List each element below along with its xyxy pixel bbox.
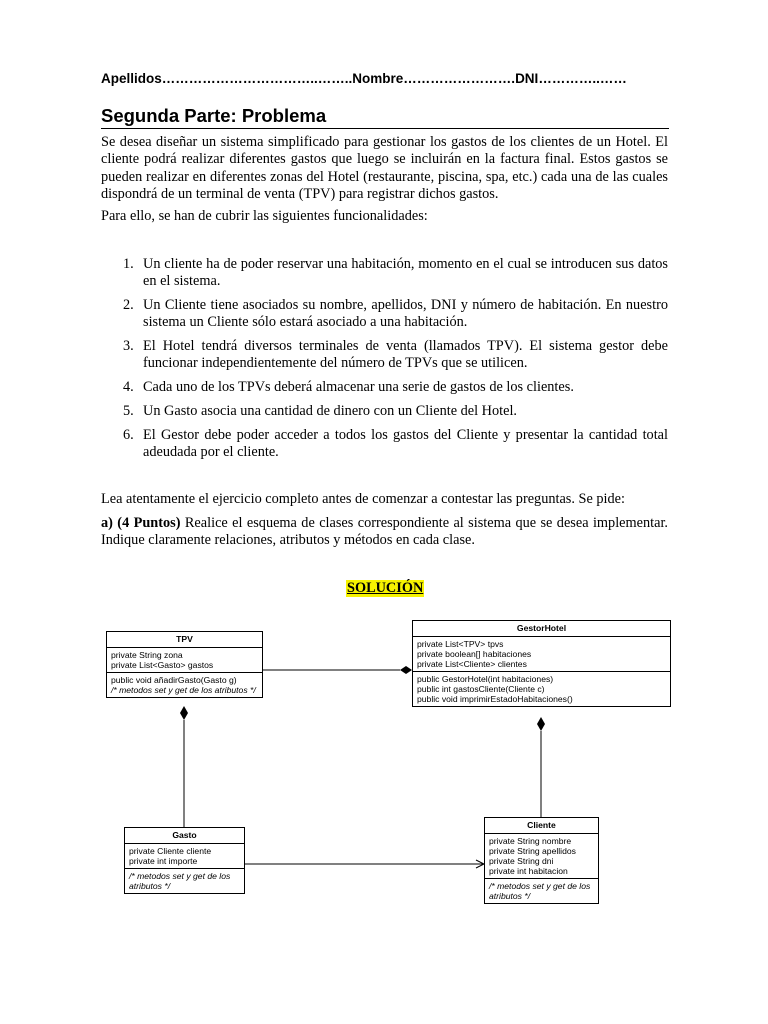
attribute: private List<Cliente> clientes	[417, 659, 527, 669]
attribute: private List<Gasto> gastos	[111, 660, 214, 670]
item-text: Cada uno de los TPVs deberá almacenar una serie de gastos de los clientes.	[143, 379, 574, 395]
method: public void imprimirEstadoHabitaciones()	[417, 694, 573, 704]
question-label: a) (4 Puntos)	[101, 515, 181, 531]
class-methods	[485, 879, 598, 903]
tpv-composition-diamond	[180, 706, 188, 720]
requirements-lead: Para ello, se han de cubrir las siguientes funcionalidades:	[101, 208, 428, 224]
attribute: private String nombre	[489, 836, 572, 846]
attribute: private Cliente cliente	[129, 846, 212, 856]
item-number: 4.	[123, 379, 134, 395]
method-comment: /* metodos set y get de los atributos */	[489, 881, 591, 901]
item-text: Un Cliente tiene asociados su nombre, apellidos, DNI y número de habitación. En nuestro sistema un Cliente sólo estará asociado a una habitación.	[143, 297, 668, 330]
class-name: GestorHotel	[413, 621, 670, 637]
method: public int gastosCliente(Cliente c)	[417, 684, 545, 694]
attribute: private List<TPV> tpvs	[417, 639, 504, 649]
item-number: 3.	[123, 338, 134, 354]
gestor-cliente-diamond	[537, 717, 545, 731]
name-blank: …………………….	[403, 71, 516, 86]
class-tpv	[106, 631, 263, 698]
surname-blank: ……………………………..……..	[161, 71, 353, 86]
class-gestor-hotel	[412, 620, 671, 707]
instruction-paragraph: Lea atentamente el ejercicio completo antes de comenzar a contestar las preguntas. Se pide:	[101, 491, 625, 507]
method-comment: /* metodos set y get de los atributos */	[111, 685, 256, 695]
method-comment: /* metodos set y get de los atributos */	[129, 871, 231, 891]
class-attributes	[485, 834, 598, 879]
class-methods	[125, 869, 244, 893]
item-number: 2.	[123, 297, 134, 313]
item-number: 5.	[123, 403, 134, 419]
item-text: El Hotel tendrá diversos terminales de venta (llamados TPV). El sistema gestor debe funcionar independientemente del número de TPVs que se utilicen.	[143, 338, 668, 371]
item-text: El Gestor debe poder acceder a todos los gastos del Cliente y presentar la cantidad total adeudada por el cliente.	[143, 427, 668, 460]
section-title: Segunda Parte: Problema	[101, 105, 327, 126]
class-methods	[107, 673, 262, 697]
class-attributes	[107, 648, 262, 673]
dni-label: DNI	[515, 71, 539, 86]
class-methods	[413, 672, 670, 706]
attribute: private String zona	[111, 650, 183, 660]
class-attributes	[413, 637, 670, 672]
class-attributes	[125, 844, 244, 869]
class-name: Gasto	[125, 828, 244, 844]
item-number: 6.	[123, 427, 134, 443]
attribute: private boolean[] habitaciones	[417, 649, 532, 659]
attribute: private String apellidos	[489, 846, 576, 856]
class-gasto	[124, 827, 245, 894]
method: public void añadirGasto(Gasto g)	[111, 675, 237, 685]
class-name: Cliente	[485, 818, 598, 834]
attribute: private int importe	[129, 856, 198, 866]
method: public GestorHotel(int habitaciones)	[417, 674, 554, 684]
class-cliente	[484, 817, 599, 904]
class-name: TPV	[107, 632, 262, 648]
dni-blank: …………..……	[538, 71, 627, 86]
item-text: Un Gasto asocia una cantidad de dinero con un Cliente del Hotel.	[143, 403, 517, 419]
attribute: private int habitacion	[489, 866, 568, 876]
name-label: Nombre	[352, 71, 404, 86]
intro-paragraph: Se desea diseñar un sistema simplificado para gestionar los gastos de los clientes de un Hotel. El cliente podrá realizar diferentes gastos que luego se incluirán en la factura final. Estos gastos se pueden realizar en diferentes zonas del Hotel (restaurante, piscina, spa, etc.) cada una de las cuales dispondrá de un terminal de venta (TPV) para registrar dichos gastos.	[101, 134, 668, 202]
item-number: 1.	[123, 256, 134, 272]
surname-label: Apellidos	[101, 71, 162, 86]
question-text: Realice el esquema de clases correspondiente al sistema que se desea implementar. Indique claramente relaciones, atributos y métodos en cada clase.	[101, 515, 668, 549]
item-text: Un cliente ha de poder reservar una habitación, momento en el cual se introducen sus datos en el sistema.	[143, 256, 668, 289]
solution-heading: SOLUCIÓN	[347, 580, 424, 596]
gestor-composition-diamond	[400, 666, 412, 674]
attribute: private String dni	[489, 856, 554, 866]
